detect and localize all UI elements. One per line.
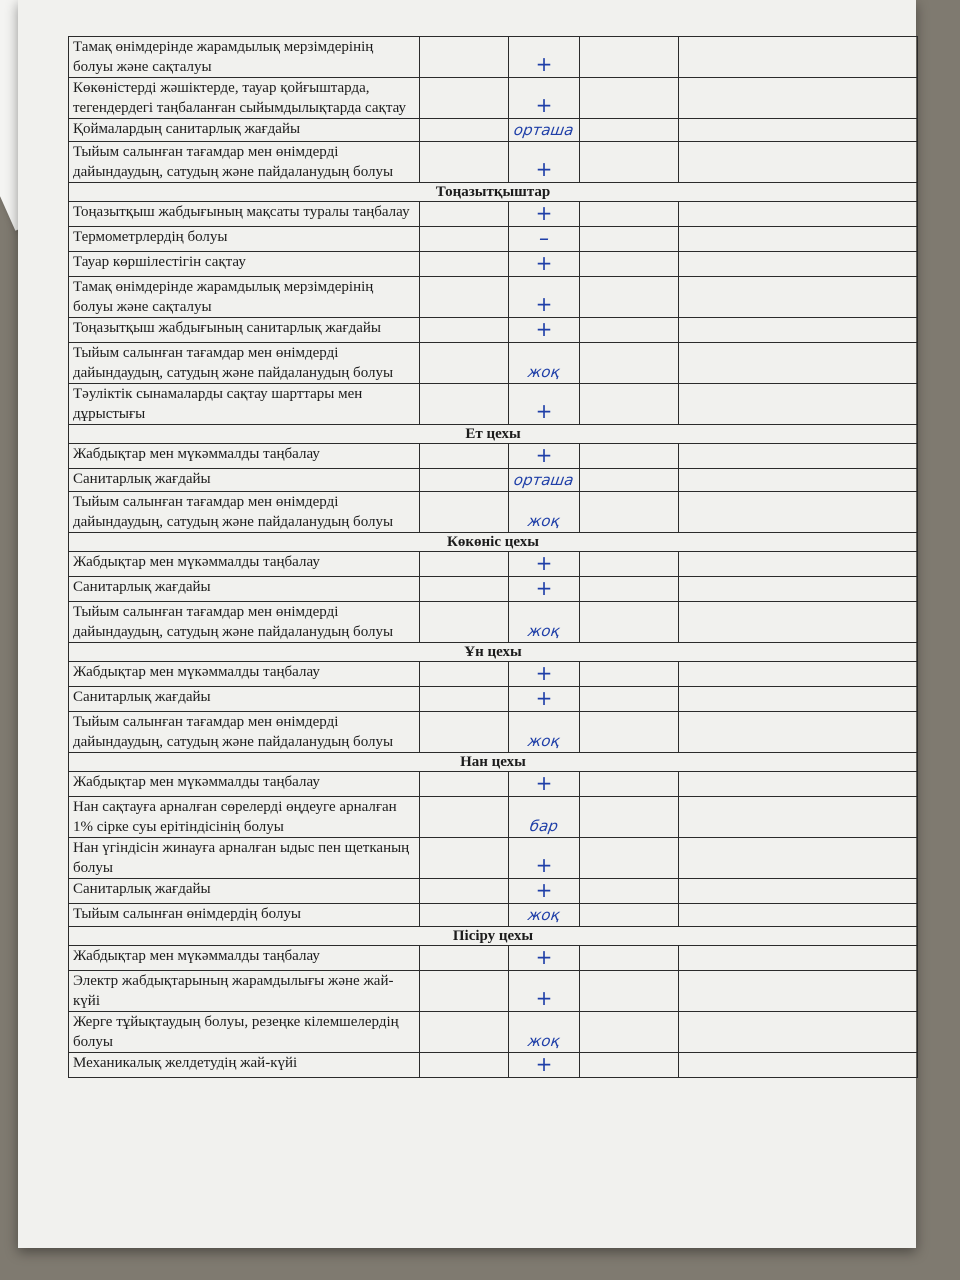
handwritten-mark-cell (509, 142, 580, 183)
empty-cell (420, 492, 509, 533)
empty-cell (420, 1012, 509, 1053)
checklist-row (69, 343, 918, 384)
section-title: Ұн цехы (69, 643, 918, 662)
handwritten-mark-cell (509, 662, 580, 687)
empty-cell (679, 577, 918, 602)
checklist-row (69, 492, 918, 533)
empty-cell (679, 602, 918, 643)
handwritten-mark: + (535, 251, 553, 275)
handwritten-mark: + (535, 986, 553, 1010)
section-title: Нан цехы (69, 753, 918, 772)
checklist-row (69, 252, 918, 277)
empty-cell (420, 227, 509, 252)
criterion-label: Нан сақтауға арналған сөрелерді өңдеуге арналған 1% сірке суы ерітіндісінің болуы (69, 797, 420, 838)
empty-cell (580, 78, 679, 119)
handwritten-mark-cell (509, 227, 580, 252)
handwritten-mark-cell (509, 78, 580, 119)
criterion-label: Тыйым салынған өнімдердің болуы (69, 904, 420, 927)
checklist-row (69, 119, 918, 142)
empty-cell (679, 797, 918, 838)
checklist-row (69, 879, 918, 904)
inspection-checklist-page (18, 0, 916, 1248)
checklist-row (69, 971, 918, 1012)
handwritten-mark: + (535, 52, 553, 76)
criterion-label: Санитарлық жағдайы (69, 879, 420, 904)
empty-cell (420, 797, 509, 838)
criterion-label: Жабдықтар мен мүкәммалды таңбалау (69, 946, 420, 971)
criterion-label: Жерге тұйықтаудың болуы, резеңке кілемшелердің болуы (69, 1012, 420, 1053)
empty-cell (420, 277, 509, 318)
empty-cell (580, 343, 679, 384)
criterion-label: Тыйым салынған тағамдар мен өнімдерді дайындаудың, сатудың және пайдаланудың болуы (69, 343, 420, 384)
handwritten-mark-cell (509, 119, 580, 142)
empty-cell (679, 879, 918, 904)
checklist-row (69, 838, 918, 879)
empty-cell (420, 971, 509, 1012)
empty-cell (679, 552, 918, 577)
handwritten-mark-cell (509, 277, 580, 318)
handwritten-mark-cell (509, 602, 580, 643)
checklist-row (69, 602, 918, 643)
criterion-label: Механикалық желдетудің жай-күйі (69, 1053, 420, 1078)
checklist-row (69, 384, 918, 425)
criterion-label: Санитарлық жағдайы (69, 687, 420, 712)
empty-cell (420, 712, 509, 753)
handwritten-mark-cell (509, 318, 580, 343)
section-title: Тоңазытқыштар (69, 183, 918, 202)
empty-cell (420, 142, 509, 183)
checklist-row (69, 444, 918, 469)
handwritten-mark: жоқ (526, 363, 562, 381)
empty-cell (420, 78, 509, 119)
empty-cell (679, 384, 918, 425)
handwritten-mark-cell (509, 797, 580, 838)
empty-cell (580, 252, 679, 277)
empty-cell (580, 1012, 679, 1053)
handwritten-mark-cell (509, 712, 580, 753)
handwritten-mark-cell (509, 37, 580, 78)
handwritten-mark-cell (509, 492, 580, 533)
empty-cell (580, 797, 679, 838)
empty-cell (679, 712, 918, 753)
criterion-label: Нан үгіндісін жинауға арналған ыдыс пен щетканың болуы (69, 838, 420, 879)
handwritten-mark: + (535, 878, 553, 902)
criterion-label: Тоңазытқыш жабдығының санитарлық жағдайы (69, 318, 420, 343)
section-header (69, 183, 918, 202)
empty-cell (679, 78, 918, 119)
criterion-label: Санитарлық жағдайы (69, 577, 420, 602)
empty-cell (420, 772, 509, 797)
empty-cell (580, 318, 679, 343)
checklist-row (69, 1053, 918, 1078)
handwritten-mark: + (535, 771, 553, 795)
empty-cell (580, 772, 679, 797)
section-header (69, 927, 918, 946)
handwritten-mark: жоқ (526, 906, 562, 924)
criterion-label: Көкөністерді жәшіктерде, тауар қойғыштарда, тегендердегі таңбаланған сыйымдылықтарда сақтау (69, 78, 420, 119)
handwritten-mark-cell (509, 252, 580, 277)
handwritten-mark: – (539, 226, 549, 250)
handwritten-mark-cell (509, 577, 580, 602)
handwritten-mark-cell (509, 904, 580, 927)
empty-cell (580, 1053, 679, 1078)
checklist-row (69, 904, 918, 927)
empty-cell (420, 343, 509, 384)
empty-cell (420, 119, 509, 142)
empty-cell (420, 577, 509, 602)
criterion-label: Тыйым салынған тағамдар мен өнімдерді дайындаудың, сатудың және пайдаланудың болуы (69, 142, 420, 183)
criterion-label: Жабдықтар мен мүкәммалды таңбалау (69, 772, 420, 797)
section-title: Ет цехы (69, 425, 918, 444)
checklist-row (69, 202, 918, 227)
empty-cell (580, 971, 679, 1012)
section-header (69, 533, 918, 552)
criterion-label: Санитарлық жағдайы (69, 469, 420, 492)
handwritten-mark: + (535, 686, 553, 710)
criterion-label: Электр жабдықтарының жарамдылығы және жай-күйі (69, 971, 420, 1012)
empty-cell (420, 904, 509, 927)
handwritten-mark: + (535, 157, 553, 181)
section-header (69, 425, 918, 444)
empty-cell (679, 687, 918, 712)
handwritten-mark: жоқ (526, 732, 562, 750)
criterion-label: Жабдықтар мен мүкәммалды таңбалау (69, 552, 420, 577)
empty-cell (679, 662, 918, 687)
checklist-row (69, 318, 918, 343)
empty-cell (580, 879, 679, 904)
checklist-row (69, 712, 918, 753)
criterion-label: Тауар көршілестігін сақтау (69, 252, 420, 277)
empty-cell (420, 384, 509, 425)
section-header (69, 753, 918, 772)
handwritten-mark: жоқ (526, 622, 562, 640)
empty-cell (580, 227, 679, 252)
criterion-label: Қоймалардың санитарлық жағдайы (69, 119, 420, 142)
empty-cell (679, 469, 918, 492)
handwritten-mark-cell (509, 879, 580, 904)
empty-cell (679, 1053, 918, 1078)
handwritten-mark-cell (509, 687, 580, 712)
criterion-label: Тамақ өнімдерінде жарамдылық мерзімдерінің болуы және сақталуы (69, 37, 420, 78)
checklist-row (69, 687, 918, 712)
handwritten-mark: + (535, 443, 553, 467)
empty-cell (580, 662, 679, 687)
empty-cell (580, 202, 679, 227)
checklist-row (69, 552, 918, 577)
empty-cell (580, 142, 679, 183)
checklist-table (68, 36, 918, 1078)
empty-cell (679, 252, 918, 277)
empty-cell (580, 37, 679, 78)
handwritten-mark: + (535, 399, 553, 423)
handwritten-mark: + (535, 201, 553, 225)
empty-cell (679, 1012, 918, 1053)
empty-cell (580, 469, 679, 492)
empty-cell (420, 879, 509, 904)
empty-cell (580, 838, 679, 879)
handwritten-mark: + (535, 661, 553, 685)
empty-cell (679, 227, 918, 252)
empty-cell (580, 552, 679, 577)
handwritten-mark: + (535, 576, 553, 600)
criterion-label: Тыйым салынған тағамдар мен өнімдерді дайындаудың, сатудың және пайдаланудың болуы (69, 602, 420, 643)
checklist-row (69, 662, 918, 687)
empty-cell (420, 252, 509, 277)
handwritten-mark-cell (509, 343, 580, 384)
handwritten-mark: + (535, 551, 553, 575)
handwritten-mark-cell (509, 971, 580, 1012)
empty-cell (679, 142, 918, 183)
empty-cell (580, 444, 679, 469)
handwritten-mark: + (535, 1052, 553, 1076)
empty-cell (580, 946, 679, 971)
empty-cell (420, 444, 509, 469)
empty-cell (679, 492, 918, 533)
empty-cell (420, 318, 509, 343)
checklist-row (69, 469, 918, 492)
checklist-row (69, 772, 918, 797)
empty-cell (679, 772, 918, 797)
checklist-row (69, 78, 918, 119)
empty-cell (679, 277, 918, 318)
handwritten-mark: + (535, 93, 553, 117)
checklist-row (69, 227, 918, 252)
empty-cell (679, 119, 918, 142)
empty-cell (580, 904, 679, 927)
empty-cell (679, 838, 918, 879)
handwritten-mark-cell (509, 384, 580, 425)
empty-cell (580, 687, 679, 712)
empty-cell (580, 602, 679, 643)
empty-cell (420, 602, 509, 643)
checklist-row (69, 577, 918, 602)
empty-cell (580, 492, 679, 533)
empty-cell (580, 712, 679, 753)
empty-cell (420, 662, 509, 687)
empty-cell (420, 1053, 509, 1078)
checklist-row (69, 37, 918, 78)
empty-cell (679, 202, 918, 227)
empty-cell (679, 343, 918, 384)
handwritten-mark-cell (509, 1012, 580, 1053)
handwritten-mark: + (535, 317, 553, 341)
handwritten-mark-cell (509, 202, 580, 227)
handwritten-mark-cell (509, 444, 580, 469)
checklist-row (69, 277, 918, 318)
empty-cell (580, 384, 679, 425)
handwritten-mark: + (535, 292, 553, 316)
empty-cell (420, 552, 509, 577)
empty-cell (420, 838, 509, 879)
empty-cell (679, 37, 918, 78)
checklist-row (69, 797, 918, 838)
empty-cell (420, 469, 509, 492)
section-title: Көкөніс цехы (69, 533, 918, 552)
criterion-label: Тамақ өнімдерінде жарамдылық мерзімдерінің болуы және сақталуы (69, 277, 420, 318)
criterion-label: Тоңазытқыш жабдығының мақсаты туралы таңбалау (69, 202, 420, 227)
checklist-row (69, 946, 918, 971)
criterion-label: Тәуліктік сынамаларды сақтау шарттары мен дұрыстығы (69, 384, 420, 425)
handwritten-mark-cell (509, 838, 580, 879)
empty-cell (420, 37, 509, 78)
empty-cell (679, 444, 918, 469)
handwritten-mark-cell (509, 946, 580, 971)
empty-cell (420, 687, 509, 712)
handwritten-mark: орташа (512, 471, 576, 489)
criterion-label: Жабдықтар мен мүкәммалды таңбалау (69, 444, 420, 469)
empty-cell (580, 119, 679, 142)
handwritten-mark-cell (509, 772, 580, 797)
section-title: Пісіру цехы (69, 927, 918, 946)
checklist-row (69, 142, 918, 183)
criterion-label: Термометрлердің болуы (69, 227, 420, 252)
handwritten-mark: жоқ (526, 1032, 562, 1050)
handwritten-mark: орташа (512, 121, 576, 139)
criterion-label: Тыйым салынған тағамдар мен өнімдерді дайындаудың, сатудың және пайдаланудың болуы (69, 492, 420, 533)
empty-cell (580, 277, 679, 318)
handwritten-mark-cell (509, 469, 580, 492)
criterion-label: Тыйым салынған тағамдар мен өнімдерді дайындаудың, сатудың және пайдаланудың болуы (69, 712, 420, 753)
empty-cell (679, 946, 918, 971)
handwritten-mark: + (535, 945, 553, 969)
empty-cell (420, 202, 509, 227)
empty-cell (580, 577, 679, 602)
handwritten-mark-cell (509, 552, 580, 577)
empty-cell (679, 971, 918, 1012)
handwritten-mark-cell (509, 1053, 580, 1078)
empty-cell (679, 318, 918, 343)
criterion-label: Жабдықтар мен мүкәммалды таңбалау (69, 662, 420, 687)
section-header (69, 643, 918, 662)
checklist-table-body (69, 37, 918, 1078)
handwritten-mark: + (535, 853, 553, 877)
handwritten-mark: жоқ (526, 512, 562, 530)
empty-cell (679, 904, 918, 927)
checklist-row (69, 1012, 918, 1053)
handwritten-mark: бар (528, 817, 560, 835)
empty-cell (420, 946, 509, 971)
